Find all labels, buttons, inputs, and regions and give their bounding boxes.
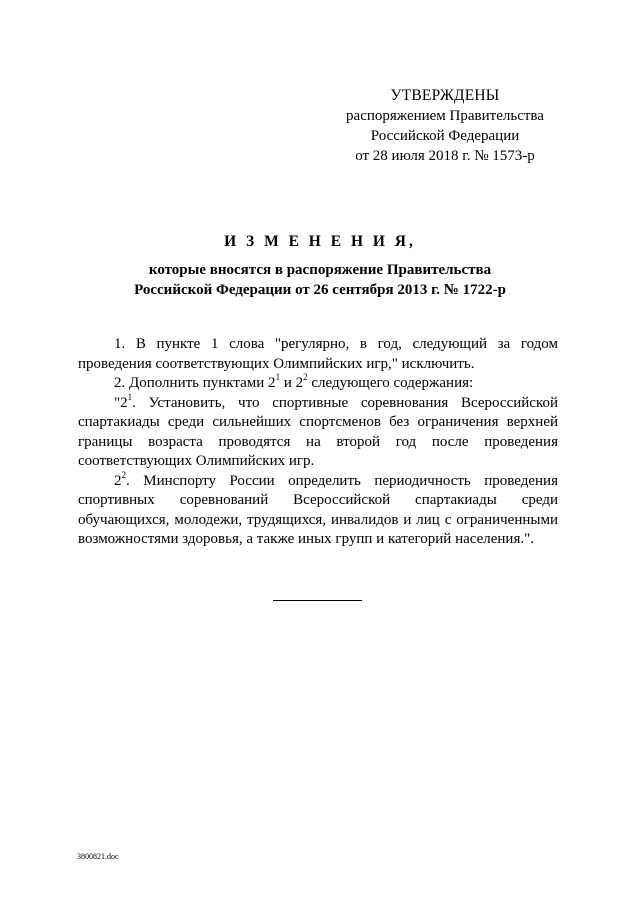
subtitle-line-1: которые вносятся в распоряжение Правительства [148, 262, 492, 278]
file-code: 3800821.doc [77, 852, 119, 861]
paragraph-1: 1. В пункте 1 слова "регулярно, в год, следующий за годом проведения соответствующих Олимпийских игр," исключить. [78, 336, 558, 372]
paragraph-2-end: следующего содержания: [307, 375, 474, 391]
superscript: 2 [121, 469, 126, 480]
superscript: 1 [127, 391, 133, 402]
paragraph-4-start: 2 [114, 472, 122, 489]
paragraph-2-mid: и 2 [280, 375, 304, 391]
approval-line-1: распоряжением Правительства [346, 108, 544, 124]
approval-block [330, 86, 560, 166]
paragraph-2-start: 2. Дополнить пунктами 2 [114, 375, 276, 391]
approval-line-2: Российской Федерации [370, 128, 520, 144]
subtitle-line-2: Российской Федерации от 26 сентября 2013 г. № 1722-р [134, 282, 506, 298]
end-divider [273, 600, 362, 601]
document-body [78, 335, 558, 550]
paragraph-2 [78, 374, 558, 394]
document-subtitle [60, 260, 580, 300]
paragraph-4 [78, 469, 558, 550]
superscript: 1 [275, 372, 281, 382]
document-title-block [60, 232, 580, 300]
paragraph-3-start: "2 [114, 394, 128, 411]
approval-line-3: от 28 июля 2018 г. № 1573-р [355, 148, 535, 164]
paragraph-4-text: . Минспорту России определить периодичность проведения спортивных соревнований Всероссийской спартакиады среди обучающихся, молодежи, трудящихся, инвалидов и лиц с ограниченными возможностями здоровья, а также иных групп и категорий населения.". [78, 472, 558, 547]
approval-heading: УТВЕРЖДЕНЫ [390, 87, 500, 104]
paragraph-3 [78, 391, 558, 472]
paragraph-3-text: . Установить, что спортивные соревнования Всероссийской спартакиады среди сильнейших спортсменов без ограничения верхней границы возраста проводятся на второй год после проведения соответствующих Олимпийских игр. [78, 394, 558, 469]
superscript: 2 [303, 372, 308, 382]
document-title: И З М Е Н Е Н И Я, [224, 233, 416, 250]
